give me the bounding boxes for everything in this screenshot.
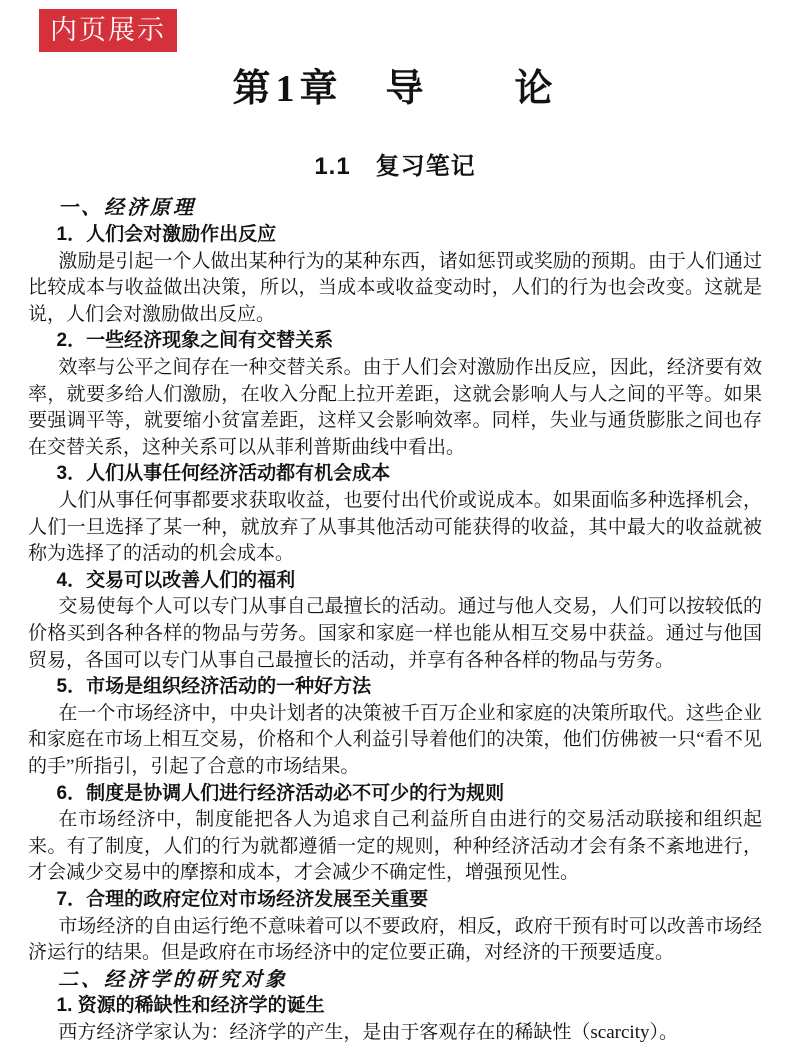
note-heading-5: 5．市场是组织经济活动的一种好方法: [56, 676, 372, 698]
note-paragraph-2: 效率与公平之间存在一种交替关系。由于人们会对激励作出反应，因此，经济要有效率，就要多给人们激励，在收入分配上拉开差距，这就会影响人与人之间的平等。如果要强调平等，就要缩小贫富差距，这样又会影响效率。同样，失业与通货膨胀之间也存在交替关系，这种关系可以从菲利普斯曲线中看出。: [28, 357, 762, 458]
note-heading-1: 1．人们会对激励作出反应: [56, 224, 277, 246]
note-heading-7: 7．合理的政府定位对市场经济发展至关重要: [56, 888, 429, 910]
note-paragraph-1: 激励是引起一个人做出某种行为的某种东西，诸如惩罚或奖励的预期。由于人们通过比较成本与收益做出决策，所以，当成本或收益变动时，人们的行为也会改变。这就是说，人们会对激励做出反应。: [28, 250, 762, 325]
note-heading-2: 2．一些经济现象之间有交替关系: [56, 330, 334, 352]
note-paragraph-5: 在一个市场经济中，中央计划者的决策被千百万企业和家庭的决策所取代。这些企业和家庭在市场上相互交易，价格和个人利益引导着他们的决策，他们仿佛被一只“看不见的手”所指引，引起了合意的市场结果。: [28, 702, 762, 777]
section-title: 1.1 复习笔记: [314, 152, 476, 180]
note-heading-4: 4．交易可以改善人们的福利: [56, 569, 296, 591]
chapter-title: 第1章 导 论: [232, 68, 558, 110]
part2-heading: 二、经济学的研究对象: [58, 968, 288, 991]
note-heading-6: 6．制度是协调人们进行经济活动必不可少的行为规则: [56, 782, 505, 804]
note-paragraph-3: 人们从事任何事都要求获取收益，也要付出代价或说成本。如果面临多种选择机会，人们一旦选择了某一种，就放弃了从事其他活动可能获得的收益，其中最大的收益就被称为选择了的活动的机会成本。: [28, 490, 762, 565]
part2-note-paragraph-1: 西方经济学家认为：经济学的产生，是由于客观存在的稀缺性（scarcity）。: [58, 1021, 678, 1043]
note-paragraph-7: 市场经济的自由运行绝不意味着可以不要政府，相反，政府干预有时可以改善市场经济运行的结果。但是政府在市场经济中的定位要正确，对经济的干预要适度。: [28, 915, 762, 964]
part2-note-heading-1: 1. 资源的稀缺性和经济学的诞生: [56, 995, 325, 1017]
review-notes: [28, 195, 762, 1046]
inner-page-badge: 内页展示: [39, 9, 177, 52]
note-paragraph-4: 交易使每个人可以专门从事自己最擅长的活动。通过与他人交易，人们可以按较低的价格买到各种各样的物品与劳务。国家和家庭一样也能从相互交易中获益。通过与他国贸易，各国可以专门从事自己最擅长的活动，并享有各种各样的物品与劳务。: [28, 596, 762, 671]
part1-heading: 一、经济原理: [58, 197, 196, 220]
note-heading-3: 3．人们从事任何经济活动都有机会成本: [56, 463, 391, 485]
note-paragraph-6: 在市场经济中，制度能把各人为追求自己利益所自由进行的交易活动联接和组织起来。有了制度，人们的行为就都遵循一定的规则，种种经济活动才会有条不紊地进行，才会减少交易中的摩擦和成本，才会减少不确定性，增强预见性。: [28, 809, 762, 884]
